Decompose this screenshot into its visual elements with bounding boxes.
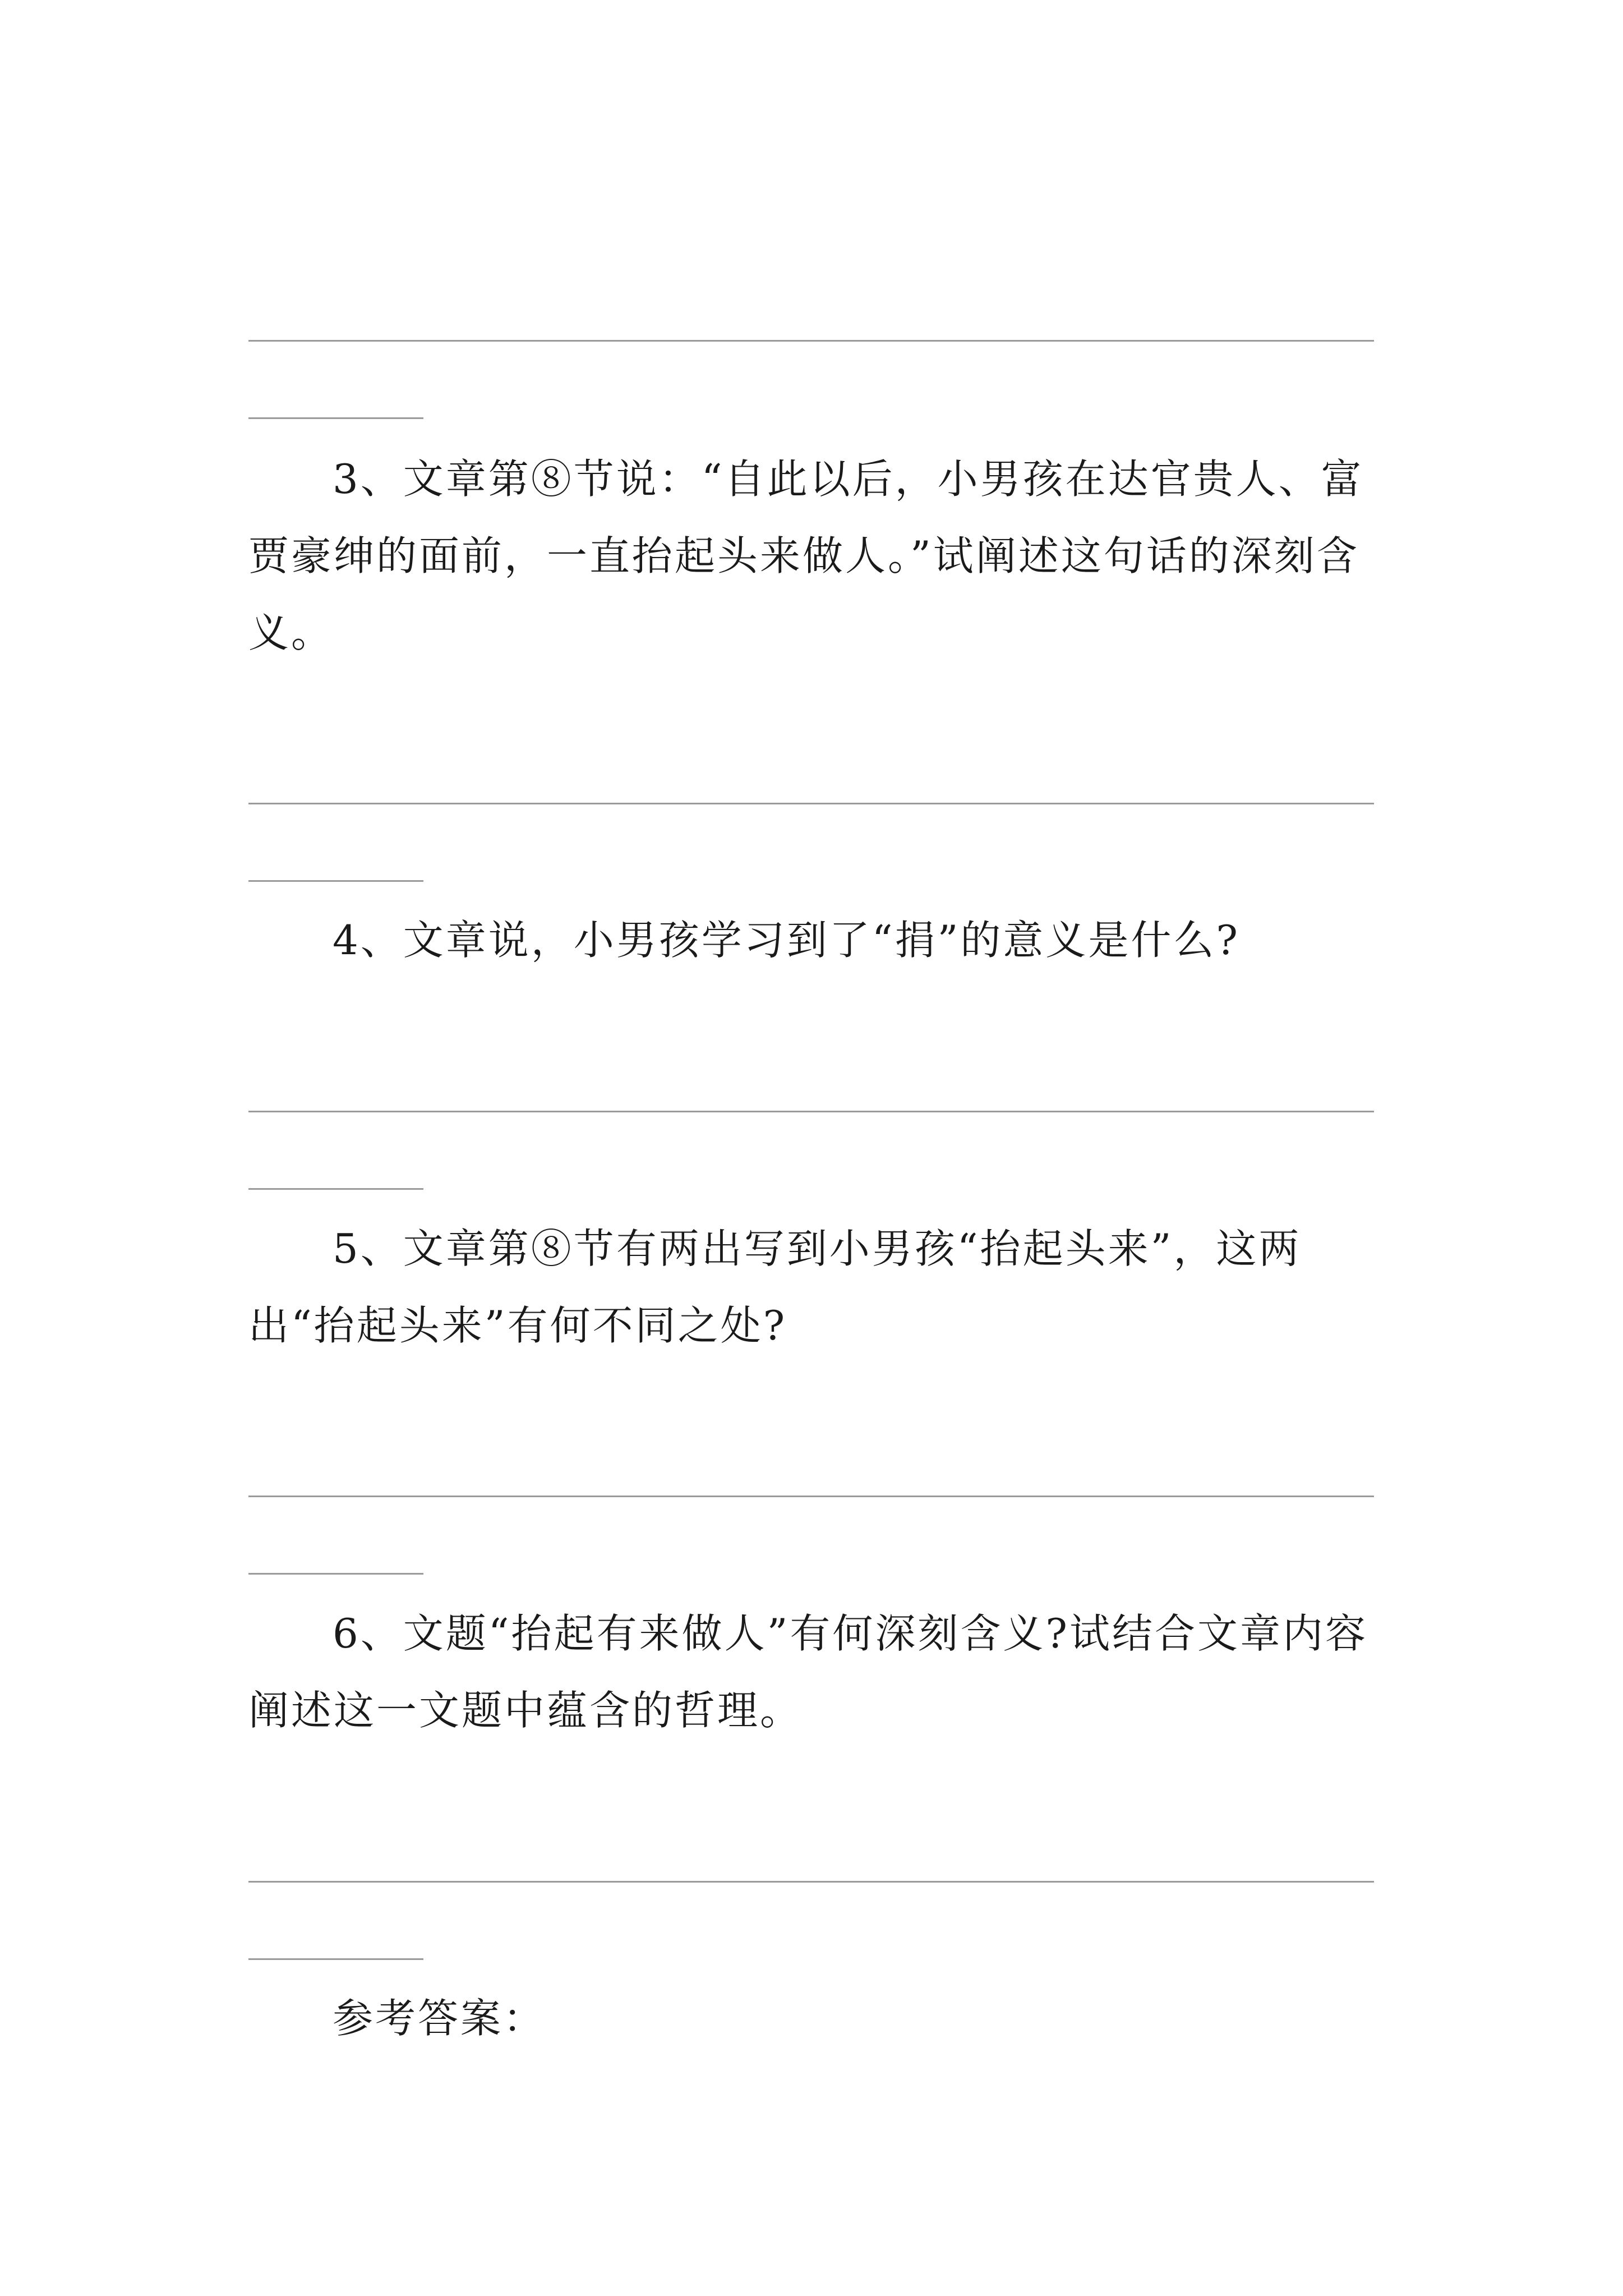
answer-line — [248, 340, 1374, 342]
reference-answers-heading: 参考答案： — [333, 1995, 546, 2042]
answer-line — [248, 1496, 1374, 1497]
question-6: 6、文题“抬起有来做人”有何深刻含义?试结合文章内容阐述这一文题中蕴含的哲理。 — [248, 1610, 1368, 1734]
answer-line — [248, 803, 1374, 804]
answer-line-short — [248, 417, 423, 419]
answer-line — [248, 1111, 1374, 1112]
answer-line-short — [248, 1188, 423, 1190]
question-3: 3、文章第⑧节说：“自此以后，小男孩在达官贵人、富贾豪绅的面前，一直抬起头来做人。”试阐述这句话的深刻含义。 — [248, 455, 1364, 656]
answer-line-short — [248, 1573, 423, 1575]
answer-line — [248, 1881, 1374, 1883]
question-5: 5、文章第⑧节有两出写到小男孩“抬起头来”，这两出“抬起头来”有何不同之处? — [248, 1225, 1302, 1349]
answer-line-short — [248, 880, 423, 882]
question-4: 4、文章说，小男孩学习到了“捐”的意义是什么? — [333, 917, 1241, 964]
answer-line-short — [248, 1958, 423, 1960]
